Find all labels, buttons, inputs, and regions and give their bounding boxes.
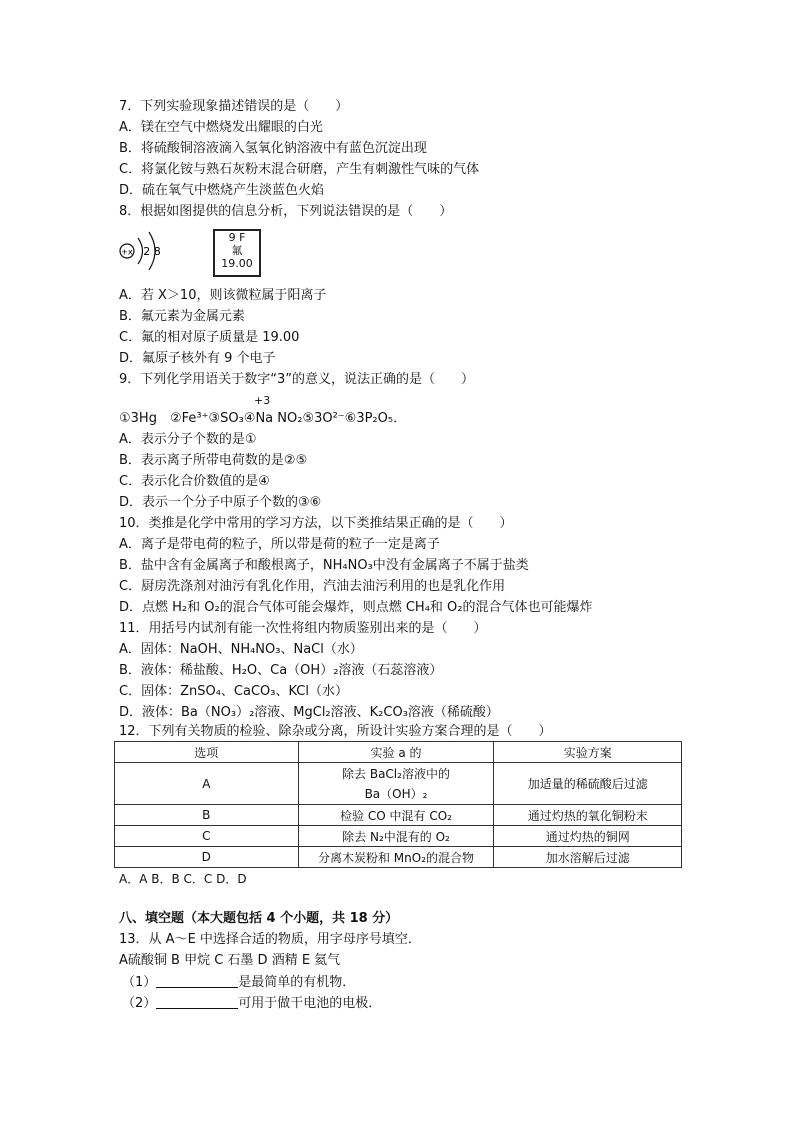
question-7-option-a: A．镁在空气中燃烧发出耀眼的白光: [119, 120, 323, 135]
question-9-stem: 9．下列化学用语关于数字“3”的意义，说法正确的是（ ）: [119, 372, 475, 387]
table-cell: 检验 CO 中混有 CO₂: [298, 805, 494, 826]
question-8-option-c: C．氟的相对原子质量是 19.00: [119, 330, 300, 345]
table-cell: A: [115, 763, 299, 805]
experiment-table: [114, 741, 682, 868]
answer-blank[interactable]: [156, 994, 238, 1009]
answer-blank[interactable]: [156, 973, 238, 988]
question-11-option-b: B．液体：稀盐酸、H₂O、Ca（OH）₂溶液（石蕊溶液）: [119, 663, 443, 678]
question-10-option-d: D．点燃 H₂和 O₂的混合气体可能会爆炸，则点燃 CH₄和 O₂的混合气体也可能爆炸: [119, 600, 593, 615]
table-header-row: [115, 742, 682, 763]
element-card-fluorine: [213, 229, 261, 277]
table-header: 实验方案: [494, 742, 682, 763]
table-cell: B: [115, 805, 299, 826]
part-text: 是最简单的有机物．: [238, 975, 356, 990]
question-11-option-a: A．固体：NaOH、NH₄NO₃、NaCl（水）: [119, 642, 363, 657]
question-7-option-b: B．将硫酸铜溶液滴入氢氧化钠溶液中有蓝色沉淀出现: [119, 141, 427, 156]
part-number: （2）: [122, 996, 157, 1011]
table-row: [115, 847, 682, 868]
atomic-structure-diagram: [118, 226, 178, 276]
table-cell: 加适量的稀硫酸后过滤: [494, 763, 682, 805]
question-7-option-c: C．将氯化铵与熟石灰粉末混合研磨，产生有刺激性气味的气体: [119, 162, 480, 177]
question-7-stem: 7．下列实验现象描述错误的是（ ）: [119, 99, 349, 114]
table-cell: 分离木炭粉和 MnO₂的混合物: [298, 847, 494, 868]
table-row: [115, 826, 682, 847]
question-12-stem: 12．下列有关物质的检验、除杂或分离，所设计实验方案合理的是（ ）: [119, 724, 552, 739]
question-13-list: A硫酸铜 B 甲烷 C 石墨 D 酒精 E 氦气: [119, 953, 341, 968]
element-mass: 19.00: [221, 257, 253, 270]
question-11-option-c: C．固体：ZnSO₄、CaCO₃、KCl（水）: [119, 684, 348, 699]
question-12-choices: A．A B．B C．C D．D: [119, 872, 247, 886]
table-header: 选项: [115, 742, 299, 763]
table-row: [115, 805, 682, 826]
question-10-stem: 10．类推是化学中常用的学习方法，以下类推结果正确的是（ ）: [119, 516, 513, 531]
table-header: 实验 a 的: [298, 742, 494, 763]
question-10-option-b: B．盐中含有金属离子和酸根离子，NH₄NO₃中没有金属离子不属于盐类: [119, 558, 529, 573]
question-9-option-a: A．表示分子个数的是①: [119, 432, 257, 447]
table-cell: C: [115, 826, 299, 847]
table-cell: 通过灼热的铜网: [494, 826, 682, 847]
element-number-symbol: 9 F: [228, 231, 246, 244]
question-8-option-b: B．氟元素为金属元素: [119, 309, 245, 324]
question-13-part-2: [122, 994, 381, 1014]
part-number: （1）: [122, 975, 157, 990]
question-9-formulas: ①3Hg ②Fe³⁺③SO₃④Na NO₂⑤3O²⁻⑥3P₂O₅．: [119, 411, 407, 426]
element-name: 氟: [231, 244, 243, 257]
question-9-option-c: C．表示化合价数值的是④: [119, 474, 270, 489]
table-cell: 除去 BaCl₂溶液中的 Ba（OH）₂: [298, 763, 494, 805]
question-10-option-a: A．离子是带电荷的粒子，所以带是荷的粒子一定是离子: [119, 537, 440, 552]
nucleus-label: +x: [121, 247, 133, 257]
electron-shells-label: 2 8: [143, 245, 161, 258]
section-heading: 八、填空题（本大题包括 4 个小题，共 18 分）: [119, 911, 399, 926]
question-13-stem: 13．从 A～E 中选择合适的物质，用字母序号填空．: [119, 932, 421, 947]
question-11-stem: 11．用括号内试剂有能一次性将组内物质鉴别出来的是（ ）: [119, 621, 487, 636]
table-cell: D: [115, 847, 299, 868]
table-row: [115, 763, 682, 805]
question-9-option-d: D．表示一个分子中原子个数的③⑥: [119, 495, 322, 510]
question-10-option-c: C．厨房洗涤剂对油污有乳化作用，汽油去油污利用的也是乳化作用: [119, 579, 506, 594]
question-8-option-d: D．氟原子核外有 9 个电子: [119, 351, 276, 366]
question-8-stem: 8．根据如图提供的信息分析，下列说法错误的是（ ）: [119, 204, 453, 219]
question-9-option-b: B．表示离子所带电荷数的是②⑤: [119, 453, 308, 468]
table-cell: 通过灼热的氧化铜粉末: [494, 805, 682, 826]
question-7-option-d: D．硫在氧气中燃烧产生淡蓝色火焰: [119, 183, 325, 198]
table-cell: 加水溶解后过滤: [494, 847, 682, 868]
question-13-part-1: [122, 973, 355, 993]
table-cell: 除去 N₂中混有的 O₂: [298, 826, 494, 847]
question-8-option-a: A．若 X＞10，则该微粒属于阳离子: [119, 288, 327, 303]
part-text: 可用于做干电池的电极．: [238, 996, 382, 1011]
valence-superscript: +3: [254, 394, 271, 407]
question-11-option-d: D．液体：Ba（NO₃）₂溶液、MgCl₂溶液、K₂CO₃溶液（稀硫酸）: [119, 705, 499, 720]
